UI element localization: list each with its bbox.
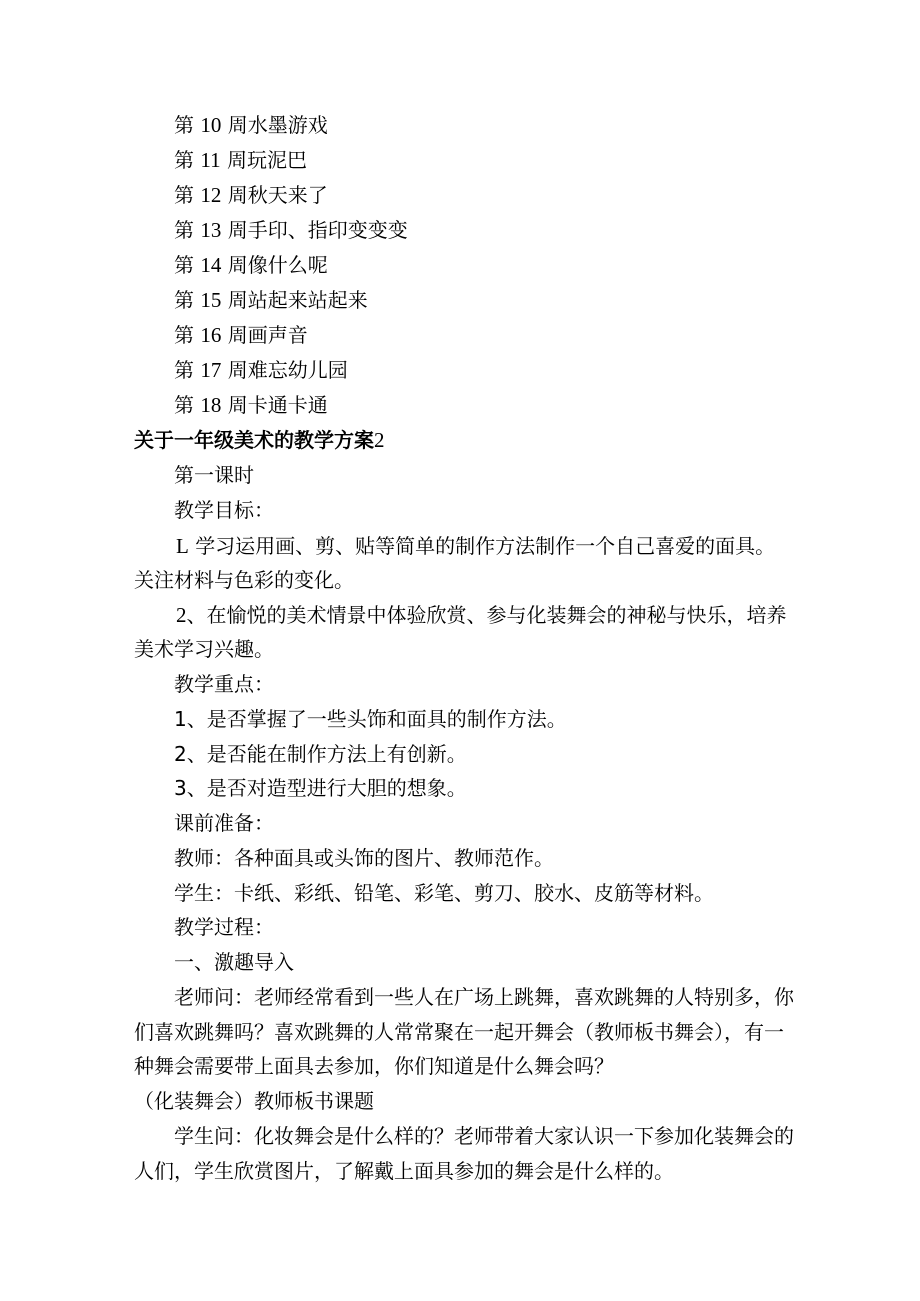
teacher-question-line-2: 们喜欢跳舞吗？喜欢跳舞的人常常聚在一起开舞会（教师板书舞会），有一 xyxy=(134,1020,784,1044)
student-question-line-1: 学生问：化妆舞会是什么样的？老师带着大家认识一下参加化装舞会的 xyxy=(174,1124,794,1148)
key-point-3: 3、是否对造型进行大胆的想象。 xyxy=(174,776,467,800)
week-title: 周难忘幼儿园 xyxy=(227,358,348,382)
week-item-17 xyxy=(174,357,348,383)
week-title: 周玩泥巴 xyxy=(226,148,307,172)
week-number: 13 xyxy=(200,218,222,242)
week-title: 周像什么呢 xyxy=(227,253,328,277)
week-title: 周画声音 xyxy=(227,323,308,347)
objective-1-line-2: 关注材料与色彩的变化。 xyxy=(134,568,354,592)
prep-label: 课前准备： xyxy=(174,811,274,835)
lesson-label: 第一课时 xyxy=(174,463,254,487)
week-number: 10 xyxy=(200,113,222,137)
objective-1-text: 学习运用画、剪、贴等简单的制作方法制作一个自己喜爱的面具。 xyxy=(195,534,776,558)
teacher-prep: 教师：各种面具或头饰的图片、教师范作。 xyxy=(174,846,554,870)
week-number: 17 xyxy=(200,358,222,382)
week-number: 12 xyxy=(200,183,222,207)
section-heading-text: 关于一年级美术的教学方案 xyxy=(134,428,374,452)
week-number: 15 xyxy=(200,288,222,312)
objective-2-line-2: 美术学习兴趣。 xyxy=(134,637,274,661)
section-heading xyxy=(134,427,385,453)
week-title: 周手印、指印变变变 xyxy=(227,218,408,242)
week-number: 11 xyxy=(200,148,221,172)
week-title: 周卡通卡通 xyxy=(227,393,328,417)
week-prefix: 第 xyxy=(174,148,194,172)
week-item-16 xyxy=(174,322,308,348)
week-title: 周水墨游戏 xyxy=(227,113,328,137)
key-point-1: 1、是否掌握了一些头饰和面具的制作方法。 xyxy=(174,707,567,731)
week-item-13 xyxy=(174,217,408,243)
week-item-12 xyxy=(174,182,328,208)
week-item-11 xyxy=(174,147,307,173)
student-question-line-2: 人们，学生欣赏图片，了解戴上面具参加的舞会是什么样的。 xyxy=(134,1159,674,1183)
objective-2-text: 、在愉悦的美术情景中体验欣赏、参与化装舞会的神秘与快乐，培养 xyxy=(186,603,787,627)
week-prefix: 第 xyxy=(174,288,194,312)
week-prefix: 第 xyxy=(174,393,194,417)
answer-note: （化装舞会）教师板书课题 xyxy=(134,1089,374,1113)
week-item-10 xyxy=(174,112,328,138)
week-title: 周站起来站起来 xyxy=(227,288,368,312)
objective-2-line-1 xyxy=(176,602,787,628)
key-points-label: 教学重点： xyxy=(174,672,274,696)
teacher-question-line-1: 老师问：老师经常看到一些人在广场上跳舞，喜欢跳舞的人特别多，你 xyxy=(174,985,794,1009)
process-label: 教学过程： xyxy=(174,915,274,939)
week-prefix: 第 xyxy=(174,358,194,382)
key-point-2: 2、是否能在制作方法上有创新。 xyxy=(174,742,467,766)
student-prep: 学生：卡纸、彩纸、铅笔、彩笔、剪刀、胶水、皮筋等材料。 xyxy=(174,881,714,905)
week-prefix: 第 xyxy=(174,183,194,207)
objective-1-lead: L xyxy=(176,534,189,558)
objective-2-lead: 2 xyxy=(176,603,187,627)
week-title: 周秋天来了 xyxy=(227,183,328,207)
week-prefix: 第 xyxy=(174,253,194,277)
objectives-label: 教学目标： xyxy=(174,498,274,522)
week-number: 16 xyxy=(200,323,222,347)
week-number: 14 xyxy=(200,253,222,277)
week-item-14 xyxy=(174,252,328,278)
week-item-15 xyxy=(174,287,368,313)
week-number: 18 xyxy=(200,393,222,417)
objective-1-line-1 xyxy=(176,533,775,559)
week-prefix: 第 xyxy=(174,218,194,242)
week-prefix: 第 xyxy=(174,323,194,347)
step-1-title: 一、激趣导入 xyxy=(174,950,294,974)
week-prefix: 第 xyxy=(174,113,194,137)
section-heading-number: 2 xyxy=(374,428,385,452)
week-item-18 xyxy=(174,392,328,418)
teacher-question-line-3: 种舞会需要带上面具去参加，你们知道是什么舞会吗？ xyxy=(134,1054,614,1078)
